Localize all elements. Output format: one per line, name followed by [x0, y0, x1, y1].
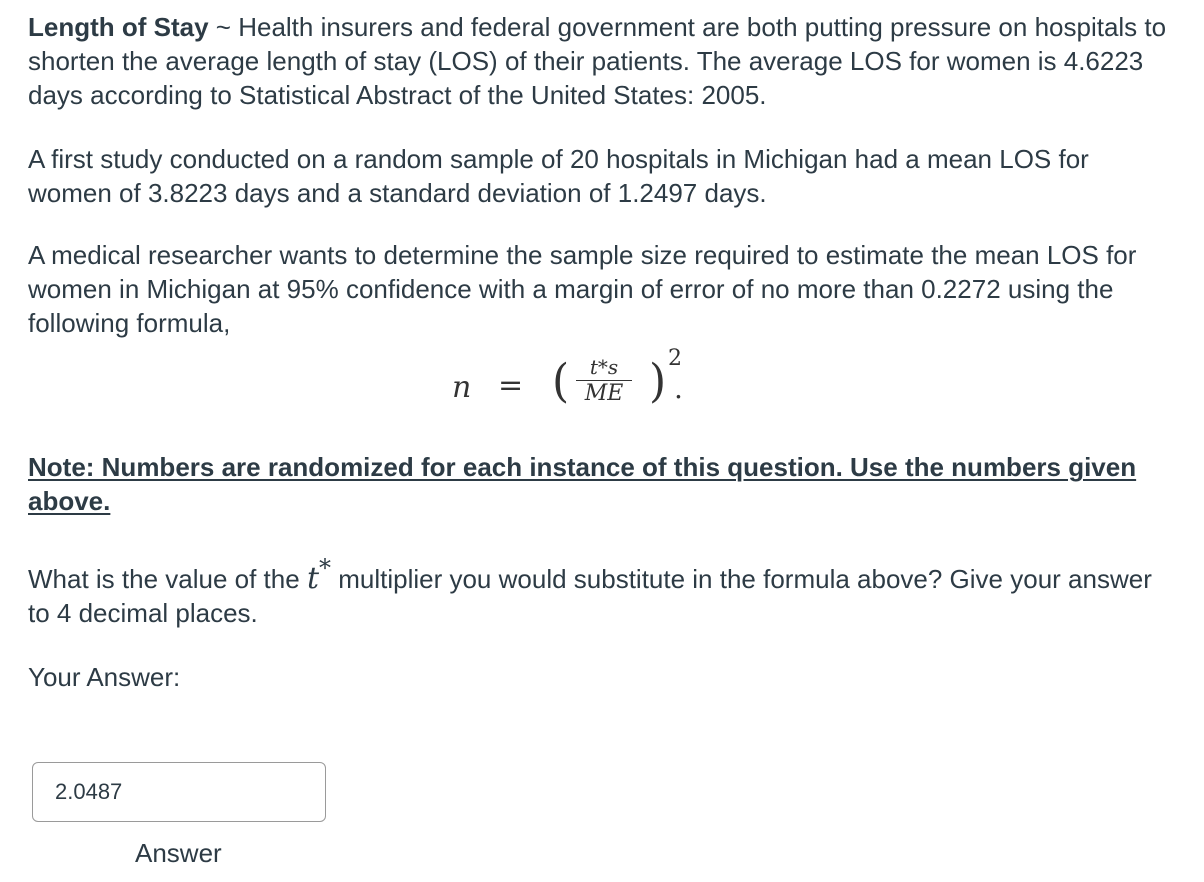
- researcher-paragraph: A medical researcher wants to determine the sample size required to estimate the mean LOS for women in Michigan at 95% confidence with a margin of error of no more than 0.2272 using the following formula,: [28, 240, 1137, 338]
- t-symbol: t: [306, 561, 319, 596]
- star-superscript: *: [319, 554, 331, 582]
- your-answer-heading: Your Answer:: [28, 662, 181, 692]
- randomization-note: Note: Numbers are randomized for each instance of this question. Use the numbers given above.: [28, 452, 1137, 516]
- question-prompt: [28, 554, 1178, 630]
- formula-right-paren: ): [649, 354, 667, 409]
- formula-left-paren: (: [552, 354, 570, 409]
- study-paragraph: A first study conducted on a random sample of 20 hospitals in Michigan had a mean LOS for women of 3.8223 days and a standard deviation of 1.2497 days.: [28, 144, 1089, 208]
- formula-fraction: [576, 356, 632, 407]
- formula-exponent: 2: [668, 346, 682, 371]
- sample-size-formula: [28, 346, 1178, 436]
- t-star-symbol: [306, 554, 331, 596]
- formula-denominator: ME: [584, 381, 624, 406]
- title-separator: ~: [208, 12, 239, 42]
- question-title: Length of Stay: [28, 12, 209, 42]
- answer-field-label: Answer: [135, 838, 222, 868]
- formula-equals: =: [498, 368, 524, 403]
- formula-numerator: t*s: [576, 356, 632, 381]
- answer-value: 2.0487: [55, 779, 123, 804]
- intro-paragraph: [28, 10, 1178, 112]
- question-content: [28, 10, 1178, 868]
- formula-period: .: [674, 372, 683, 405]
- prompt-after: multiplier you would substitute in the formula above? Give your answer to 4 decimal places.: [28, 564, 1152, 628]
- formula-lhs: n: [452, 370, 472, 405]
- prompt-before: What is the value of the: [28, 564, 307, 594]
- intro-text: Health insurers and federal government are both putting pressure on hospitals to shorten the average length of stay (LOS) of their patients. The average LOS for women is 4.6223 days according to Statistical Abstract of the United States: 2005.: [28, 12, 1167, 110]
- answer-input[interactable]: [32, 762, 326, 822]
